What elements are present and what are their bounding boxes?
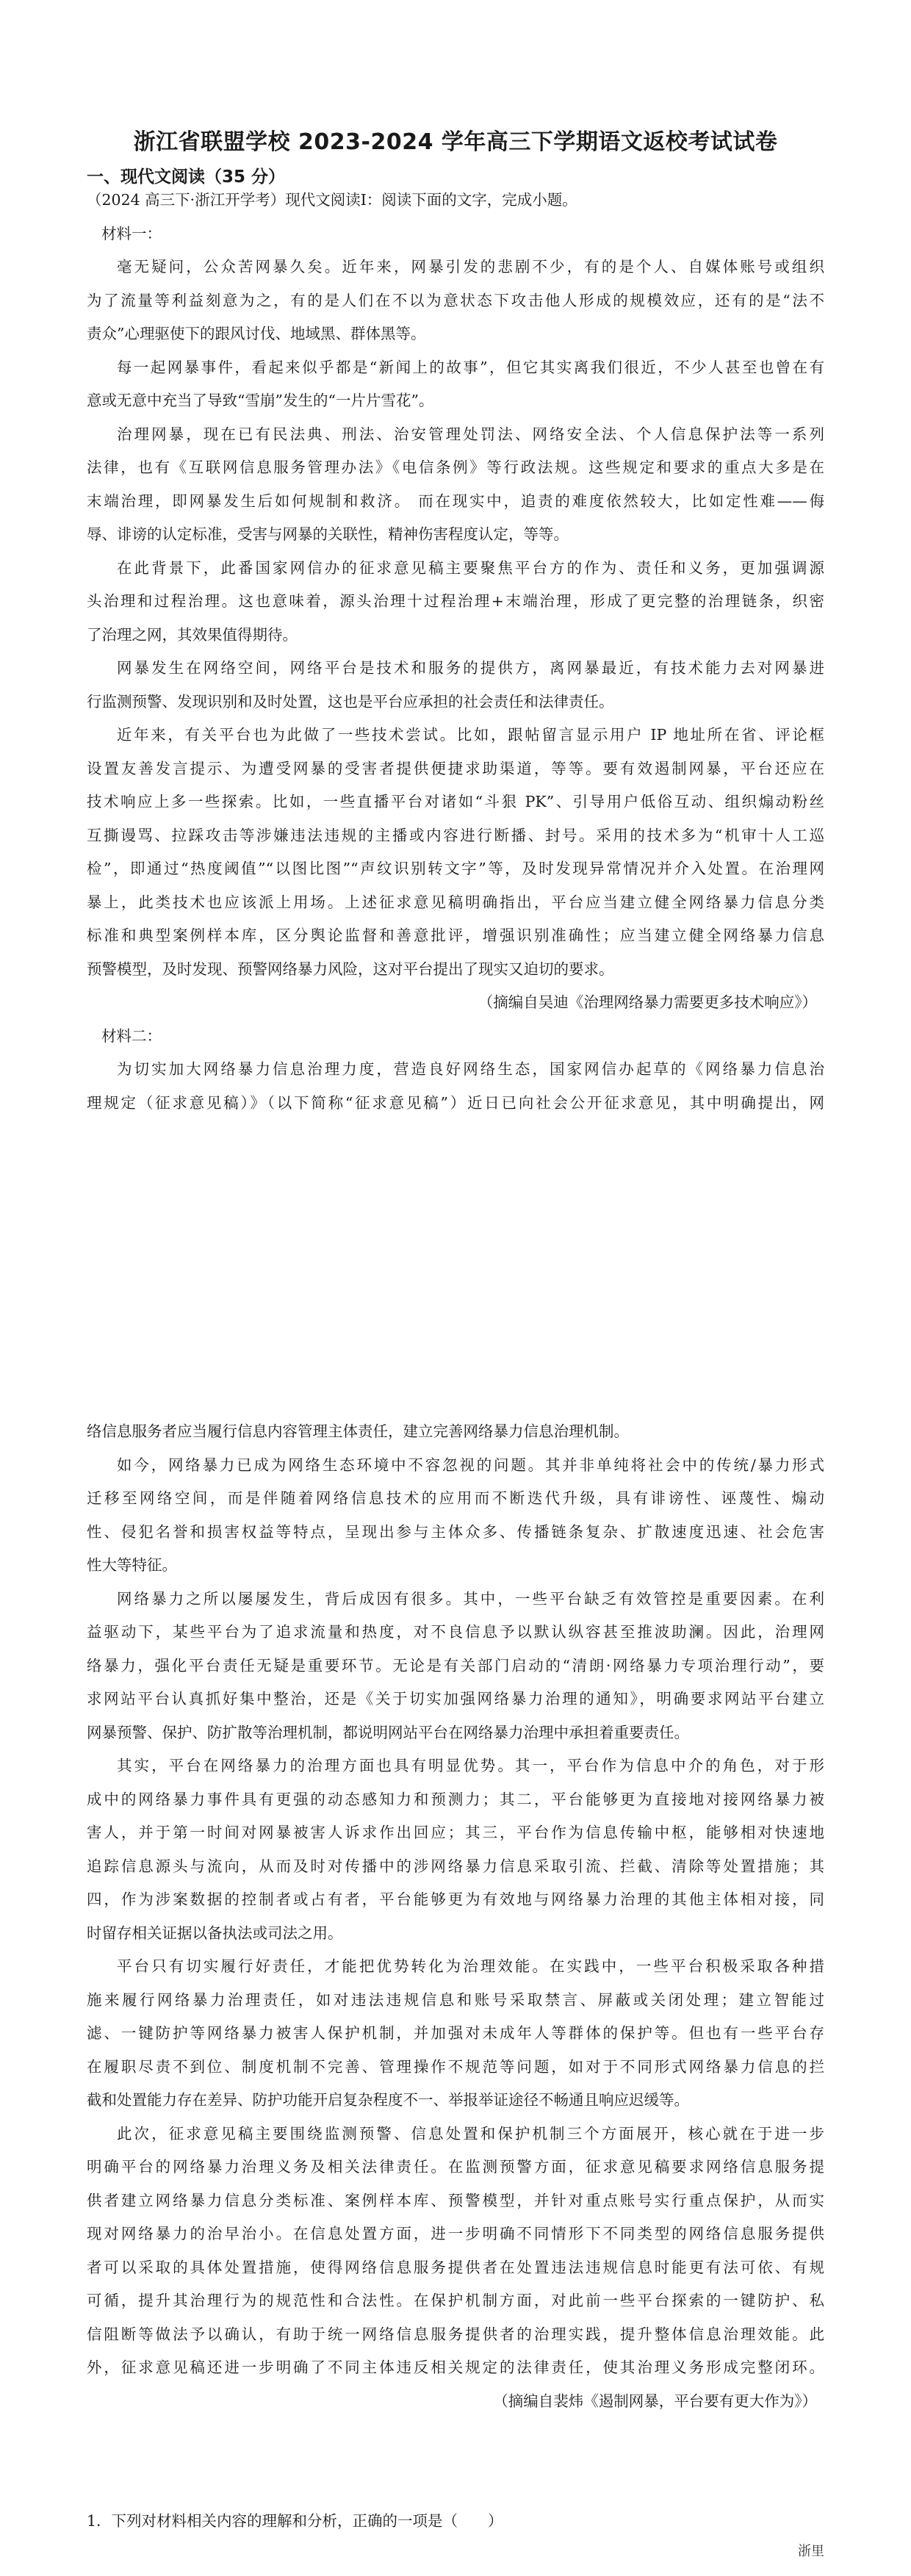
text-line: 为切实加大网络暴力信息治理力度，营造良好网络生态，国家网信办起草的《网络暴力信息治 — [117, 1060, 824, 1078]
text-line: 施来履行网络暴力治理责任，如对违法违规信息和账号采取禁言、屏蔽或关闭处理；建立智能过 — [87, 1990, 824, 2009]
text-line: 四，作为涉案数据的控制者或占有者，平台能够更为有效地与网络暴力治理的其他主体相对接，同 — [87, 1890, 824, 1908]
text-line: 理规定（征求意见稿）》（以下简称“征求意见稿”）近日已向社会公开征求意见，其中明确提出，网 — [87, 1093, 824, 1112]
text-line: 者可以采取的具体处置措施，使得网络信息服务提供者在处置违法违规信息时能更有法可依、有规 — [87, 2258, 824, 2276]
text-line: 害人，并于第一时间对网暴被害人诉求作出回应；其三，平台作为信息传输中枢，能够相对快速地 — [87, 1824, 824, 1841]
text-line: 迁移至网络空间，而是伴随着网络信息技术的应用而不断迭代升级，具有诽谤性、诬蔑性、煽动 — [87, 1489, 824, 1507]
text-line: 治理网暴，现在已有民法典、刑法、治安管理处罚法、网络安全法、个人信息保护法等一系列 — [117, 425, 824, 443]
text-line: 性、侵犯名誉和损害权益等特点，呈现出参与主体众多、传播链条复杂、扩散速度迅速、社会危害 — [87, 1522, 824, 1541]
section-heading: 一、现代文阅读（35 分） — [87, 168, 286, 187]
text-line: 求网站平台认真抓好集中整治，还是《关于切实加强网络暴力治理的通知》，明确要求网站平台建立 — [87, 1690, 824, 1708]
text-line: 在此背景下，此番国家网信办的征求意见稿主要聚焦平台方的作为、责任和义务，更加强调源 — [117, 558, 824, 577]
text-line: 法律，也有《互联网信息服务管理办法》《电信条例》等行政法规。这些规定和要求的重点大多是在 — [87, 458, 824, 476]
text-line: 供者建立网络暴力信息分类标准、案例样本库、预警模型，并针对重点账号实行重点保护，从而实 — [87, 2191, 824, 2209]
text-line: 追踪信息源头与流向，从而及时对传播中的涉网络暴力信息采取引流、拦截、清除等处置措施；其 — [87, 1857, 824, 1875]
text-line: 毫无疑问，公众苦网暴久矣。近年来，网暴引发的悲剧不少，有的是个人、自媒体账号或组织 — [117, 258, 824, 276]
material-one-label: 材料一： — [101, 224, 162, 242]
question-1: 1．下列对材料相关内容的理解和分析，正确的一项是（ ） — [87, 2512, 503, 2530]
text-line: 检”，即通过“热度阈值”“以图比图”“声纹识别转文字”等，及时发现异常情况并介入处置。在治理网 — [87, 860, 824, 877]
text-line: 意或无意中充当了导致“雪崩”发生的“一片片雪花”。 — [87, 392, 434, 409]
text-line: 近年来，有关平台也为此做了一些技术尝试。比如，跟帖留言显示用户 IP 地址所在省、评论框 — [117, 726, 824, 744]
text-line: 网暴预警、保护、防扩散等治理机制，都说明网站平台在网络暴力治理中承担着重要责任。 — [87, 1723, 689, 1741]
text-line: 成中的网络暴力事件具有更强的动态感知力和预测力；其二，平台能够更为直接地对接网络暴力被 — [87, 1790, 824, 1808]
text-line: 络信息服务者应当履行信息内容管理主体责任，建立完善网络暴力信息治理机制。 — [87, 1422, 629, 1440]
text-line: 暴上，此类技术也应该派上用场。上述征求意见稿明确指出，平台应当建立健全网络暴力信息分类 — [87, 893, 824, 911]
text-line: 滤、一键防护等网络暴力被害人保护机制，并加强对未成年人等群体的保护等。但也有一些平台存 — [87, 2024, 824, 2042]
text-line: 性大等特征。 — [87, 1556, 177, 1574]
exam-title: 浙江省联盟学校 2023-2024 学年高三下学期语文返校考试试卷 — [133, 129, 778, 155]
text-line: 技术响应上多一些探索。比如，一些直播平台对诸如“斗狠 PK”、引导用户低俗互动、组织煽动粉丝 — [87, 793, 824, 810]
page-footer: 浙里 — [798, 2544, 824, 2559]
citation-material-one: （摘编自吴迪《治理网络暴力需要更多技术响应》） — [478, 993, 817, 1011]
text-line: 网络暴力之所以屡屡发生，背后成因有很多。其中，一些平台缺乏有效管控是重要因素。在利 — [117, 1589, 824, 1608]
text-line: 设置友善发言提示、为遭受网暴的受害者提供便捷求助渠道，等等。要有效遏制网暴，平台还应在 — [87, 759, 824, 777]
text-line: 每一起网暴事件，看起来似乎都是“新闻上的故事”，但它其实离我们很近，不少人甚至也曾在有 — [117, 358, 824, 376]
text-line: 预警模型，及时发现、预警网络暴力风险，这对平台提出了现实又迫切的要求。 — [87, 960, 614, 978]
text-line: 平台只有切实履行好责任，才能把优势转化为治理效能。在实践中，一些平台积极采取各种措 — [117, 1957, 824, 1975]
text-line: 标准和典型案例样本库，区分舆论监督和善意批评，增强识别准确性；应当建立健全网络暴力信息 — [87, 927, 824, 944]
text-line: 辱、诽谤的认定标准，受害与网暴的关联性，精神伤害程度认定，等等。 — [87, 525, 569, 543]
text-line: 网暴发生在网络空间，网络平台是技术和服务的提供方，离网暴最近，有技术能力去对网暴进 — [117, 659, 824, 677]
text-line: 在履职尽责不到位、制度机制不完善、管理操作不规范等问题，如对于不同形式网络暴力信息的拦 — [87, 2057, 824, 2076]
text-line: 头治理和过程治理。这也意味着，源头治理十过程治理+末端治理，形成了更完整的治理链条，织密 — [87, 592, 824, 610]
exam-source-line: （2024 高三下·浙江开学考）现代文阅读Ⅰ：阅读下面的文字，完成小题。 — [87, 191, 577, 209]
text-line: 如今，网络暴力已成为网络生态环境中不容忽视的问题。其并非单纯将社会中的传统/暴力形式 — [117, 1456, 824, 1474]
text-line: 了治理之网，其效果值得期待。 — [87, 625, 298, 644]
text-line: 此次，征求意见稿主要围绕监测预警、信息处置和保护机制三个方面展开，核心就在于进一步 — [117, 2124, 824, 2143]
text-line: 责众”心理驱使下的跟风讨伐、地域黑、群体黑等。 — [87, 325, 426, 342]
text-line: 为了流量等利益刻意为之，有的是人们在不以为意状态下攻击他人形成的规模效应，还有的是“法不 — [87, 291, 824, 309]
reading-block-1 — [87, 184, 824, 1120]
text-line: 截和处置能力存在差异、防护功能开启复杂程度不一、举报举证途径不畅通且响应迟缓等。 — [87, 2091, 689, 2109]
text-line: 外，征求意见稿还进一步明确了不同主体违反相关规定的法律责任，使其治理义务形成完整闭环。 — [87, 2359, 824, 2376]
text-line: 互撕谩骂、拉踩攻击等涉嫌违法违规的主播或内容进行断播、封号。采用的技术多为“机审十人工巡 — [87, 826, 824, 844]
reading-block-2 — [87, 1415, 824, 2418]
text-line: 行监测预警、发现识别和及时处置，这也是平台应承担的社会责任和法律责任。 — [87, 692, 614, 710]
text-line: 末端治理，即网暴发生后如何规制和救济。 而在现实中，追责的难度依然较大，比如定性难——侮 — [87, 492, 824, 510]
text-line: 时留存相关证据以备执法或司法之用。 — [87, 1924, 343, 1942]
text-line: 其实，平台在网络暴力的治理方面也具有明显优势。其一，平台作为信息中介的角色，对于形 — [117, 1757, 824, 1774]
text-line: 信阻断等做法予以确认，有助于统一网络信息服务提供者的治理实践，提升整体信息治理效能。此 — [87, 2325, 824, 2343]
text-line: 益驱动下，某些平台为了追求流量和热度，对不良信息予以默认纵容甚至推波助澜。因此，治理网 — [87, 1623, 824, 1641]
text-line: 明确平台的网络暴力治理义务及相关法律责任。在监测预警方面，征求意见稿要求网络信息服务提 — [87, 2158, 824, 2176]
material-two-label: 材料二： — [101, 1026, 162, 1045]
citation-material-two: （摘编自裴炜《遏制网暴，平台要有更大作为》） — [493, 2392, 817, 2410]
text-line: 可循，提升其治理行为的规范性和合法性。在保护机制方面，对此前一些平台探索的一键防护、私 — [87, 2292, 824, 2309]
text-line: 络暴力，强化平台责任无疑是重要环节。无论是有关部门启动的“清朗·网络暴力专项治理行动”，要 — [87, 1656, 824, 1674]
text-line: 现对网络暴力的治早治小。在信息处置方面，进一步明确不同情形下不同类型的网络信息服务提供 — [87, 2225, 824, 2242]
